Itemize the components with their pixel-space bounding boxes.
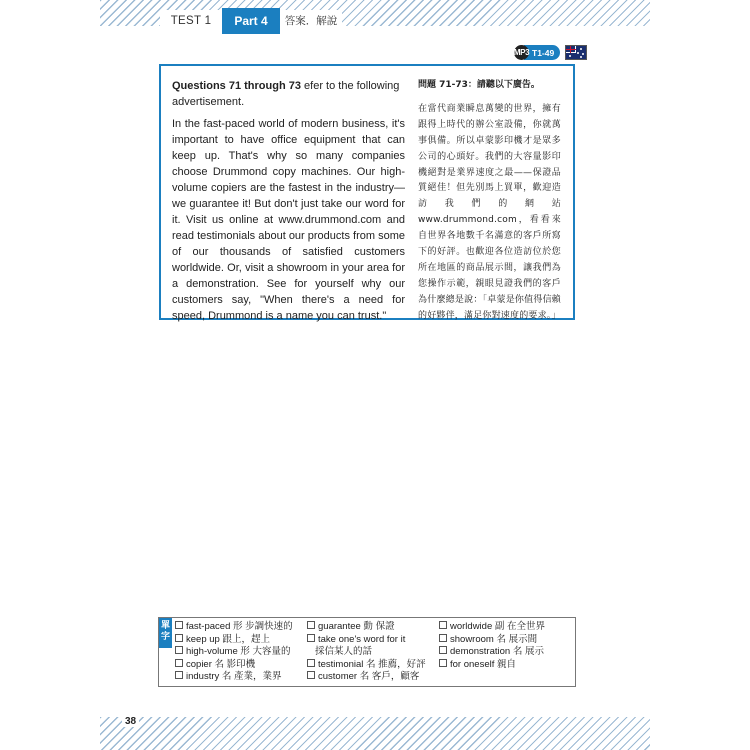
vocab-item: worldwide 副 在全世界 — [439, 621, 545, 634]
test-tab[interactable]: TEST 1 — [160, 10, 222, 31]
checkbox-icon[interactable] — [439, 659, 447, 667]
checkbox-icon[interactable] — [175, 621, 183, 629]
vocab-item: showroom 名 展示間 — [439, 634, 545, 647]
checkbox-icon[interactable] — [439, 621, 447, 629]
checkbox-icon[interactable] — [175, 646, 183, 654]
vocab-item: copier 名 影印機 — [175, 659, 293, 672]
checkbox-icon[interactable] — [439, 646, 447, 654]
page-number: 38 — [122, 716, 139, 727]
vocab-column-1 — [175, 621, 293, 684]
checkbox-icon[interactable] — [307, 621, 315, 629]
vocab-item: customer 名 客戶，顧客 — [307, 671, 426, 684]
part-tab[interactable]: Part 4 — [222, 8, 280, 34]
vocab-item-gloss: 採信某人的話 — [315, 646, 373, 658]
vocab-item: high-volume 形 大容量的 — [175, 646, 293, 659]
question-range-bold: Questions 71 through 73 — [172, 80, 301, 92]
chinese-translation — [418, 78, 561, 325]
answer-explanation-tab[interactable]: 答案．解說 — [280, 10, 342, 31]
vocab-column-3 — [439, 621, 545, 671]
translation-text: 在當代商業瞬息萬變的世界，擁有跟得上時代的辦公室設備，你就萬事俱備。所以卓蒙影印機才是眾多公司的心頭好。我們的大容量影印機絕對是業界速度之最——保證品質絕佳！但先別馬上買單，歡迎造訪我們的網站 www.drummond.com，看看來自世界各地數千名滿意的客戶所寫下的好評。也歡迎各位造訪位於您所在地區的商品展示間，讓我們為您操作示範，親眼見證我們的客戶為什麼總是說：「卓蒙是你值得信賴的好夥伴，滿足你對速度的要求。」 — [418, 103, 561, 321]
vocabulary-box — [158, 617, 576, 687]
vocab-item: demonstration 名 展示 — [439, 646, 545, 659]
vocab-item: take one's word for it — [307, 634, 426, 647]
vocab-column-2 — [307, 621, 426, 684]
footer-stripe-band — [100, 717, 650, 750]
audio-track-indicator[interactable] — [514, 44, 587, 61]
vocabulary-tag: 單字 — [159, 618, 172, 648]
vocab-item: testimonial 名 推薦，好評 — [307, 659, 426, 672]
australia-flag-icon — [565, 45, 587, 60]
checkbox-icon[interactable] — [307, 634, 315, 642]
checkbox-icon[interactable] — [439, 634, 447, 642]
mp3-icon: MP3 — [514, 45, 529, 60]
track-label: T1-49 — [524, 45, 560, 60]
vocab-item: guarantee 動 保證 — [307, 621, 426, 634]
checkbox-icon[interactable] — [175, 659, 183, 667]
checkbox-icon[interactable] — [307, 671, 315, 679]
checkbox-icon[interactable] — [175, 634, 183, 642]
vocab-item: keep up 跟上，趕上 — [175, 634, 293, 647]
checkbox-icon[interactable] — [307, 659, 315, 667]
vocab-item: industry 名 產業，業界 — [175, 671, 293, 684]
question-range-title — [172, 78, 405, 110]
translation-title: 問題 71-73：請聽以下廣告。 — [418, 80, 540, 90]
vocab-item: for oneself 親自 — [439, 659, 545, 672]
checkbox-icon[interactable] — [175, 671, 183, 679]
vocab-item: fast-paced 形 步調快速的 — [175, 621, 293, 634]
advertisement-text: In the fast-paced world of modern business, it's important to have office equipment that can keep up. That's why so many companies choose Drummond copy machines. Our high-volume copiers are the fastest in the industry—we guarantee it! But don't just take our word for it. Visit us online at www.drummond.com and read testimonials about our products from some of our thousands of satisfied customers worldwide. Or, visit a showroom in your area for a demonstration. See for yourself why our customers say, "When there's a need for speed, Drummond is a name you can trust." — [172, 118, 405, 322]
question-range-rest: efer to the following advertisement. — [172, 80, 400, 108]
english-passage — [172, 78, 405, 324]
